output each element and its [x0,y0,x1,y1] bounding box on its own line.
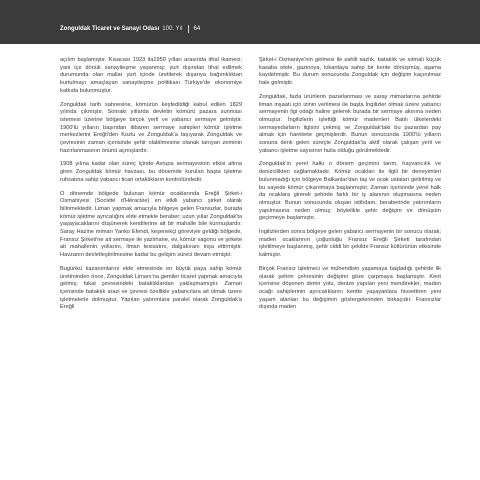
paragraph: O dönemde bölgede bulunan kömür ocaklarında Ereğli Şirket-i Osmaniyesi (Société d'Héraclée) en etkili yabancı şirket olarak bilinmektedir. Liman yapmak amacıyla bölgeye gelen Fransızlar, burada kömür işletme ayrıcalığını elde etmekle beraber; uzun yıllar Zonguldak'ta yaşayacaklarını düşünerek kendilerine ait bir mahalle bile kurmuşlardır. Saray Hazine mimarı Yanko Efendi, keşenekçi göreviyle geldiği bölgede, Fransız Şirketi'ne ait sermaye ile yazlıhane, ev, kömür vagonu ve şirkete ait mahallenin yollarını, liman tesisatını, dalgakıranı inşa ettirmiştir. Havzanın devletleştirilmesine kadar bu gelişim süreci devam etmiştir. [60,190,242,259]
paragraph: 1908 yılına kadar olan süreç içinde Avrupa sermayesinin etkisi altına giren Zonguldak kömür havzası, bu dönemde kurulan başta işletme ruhsatına sahip yabancı ticari ortaklıkların kontrolündedir. [60,161,242,183]
paragraph: Zonguldak, fazla ürünlerin pazarlanması ve saray mimarlarına şehirde liman inşaatı için izinin verilmesi ile başta İngilizler olmak üzere yabancı sermayenin ilgi odağı haline gelerek burada bir sermaye akınına neden olmuştur. İngilizlerin işlettiği kömür madenleri Batılı ülkelerdeki sermayedarların ilgisini çekmiş ve Zonguldak'taki bu pazardan pay almak için harekete geçmişlerdir. Bunun sonucunda 1900'lü yılların sonuna denk gelen süreçte Zonguldak'ta aktif olarak çalışan yerli ve yabancı işletme sayısının fazla olduğu görülmektedir. [259,93,441,154]
paragraph: Zonguldak'ın yerel halkı o dönem geçimini tarım, hayvancılık ve denizcilikten sağlamaktadır. Kömür ocakları ile ilgili bir deneyimleri bulunmadığı için bölgeye Balkanlar'dan taş ve ocak ustaları getirilmiş ve bu sayede kömür çıkarılmaya başlanmıştır. Zaman içerisinde yerel halk da ocaklara girerek şehirde farklı bir iş alanının oluşmasına neden olmuştur. Bunun sonucunda oluşan istihdam, beraberinde yatırımların yapılmasına neden olmuş; böylelikle şehir değişim ve dönüşüm geçirmeye başlamıştır. [259,161,441,222]
paragraph: İngilizlerden sonra bölgeye gelen yabancı sermayenin bir sonucu olarak; maden ocaklarının çoğunluğu Fransız Ereğli Şirketi tarafından işletilmeye başlanmış, şehir ciddi bir şekilde Fransız kültürünün etkisinde kalmıştır. [259,229,441,259]
paragraph: açılım başlamıştır. Kısacası 1923 ila1950 yılları arasında ithal ikameci; yani içe dönük sanayileşme yaşanmış; yurt dışından ithal edilmek durumunda olan mallar yurt içinde üretilerek dışarıya bağımlılıktan kurtulmayı amaçlayan sanayileşme politikası Türkiye'de ekonomiye katkıda bulunmuştur. [60,57,242,94]
text-column-right [259,57,441,318]
page-number: 64 [193,26,201,32]
header-bar [0,0,480,44]
text-column-left [60,57,242,318]
header-divider [188,25,189,33]
paragraph: Zonguldak tarih sahnesine, kömürün keşfedildiği kabul edilen 1829 yılında çıkmıştır. Sonraki yıllarda devletin kömürü pazara sunması istemesi üzerine bölgeye birçok yerli ve yabancı sermaye gelmiştir. 1900'lü yılların başından itibaren sermaye sahipleri kömür işletme merkezlerini Ereğli'den Kozlu ve Zonguldak'a taşıyarak Zonguldak ve çevresinin zaman içerisinde şehir olabilmesine olanak tanıyan zeminin hazırlanmasının önünü açmışlardır. [60,101,242,154]
paragraph: Şirket-i Osmaniye'nin gelmesi ile sahili sazlık, bataklık ve sıtmalı küçük kasaba otele, gazinoya, lokantaya sahip bir kente dönüşmüş, aşama kaydetmiştir. Bu durum sonucunda Zonguldak için değişim kaçınılmaz hale gelmiştir. [259,57,441,87]
paragraph: Birçok Fransız işletmeci ve mühendisin yaşamaya başladığı şehirde ilk olarak şehrin çehresinin değişimi göze çarpmaya başlamıştır. Kent içerisine döşenen demir yolu, denize yapılan yeni mendirekler, maden ocağı sahiplerinin ayrıcalıklarını kentte yaşayanlara hissettiren yeni yaşam alanları bu değişimin göstergelerinden birkaçıdır. Fransızlar dışında maden [259,265,441,311]
paragraph: Bugünkü kazanımlarını elde etmesinde en büyük paya sahip kömür üretiminden önce, Zonguldak Limanı'na gemiler ticaret yapmak amacıyla gelmiş; fakat çevresindeki bataklıklardan yaklaşmamıştır. Zaman içerisinde batakiık arazi ve çevresi özellikle yabancılara ait olmak üzere işletmelerle dolmuştur. Yapılan yatırımlara paralel olarak Zonguldak'a Ereğli [60,265,242,311]
publication-title: Zonguldak Ticaret ve Sanayi Odası [60,26,160,32]
anniversary-label: 100. Yıl [162,26,183,32]
running-head [60,23,200,35]
